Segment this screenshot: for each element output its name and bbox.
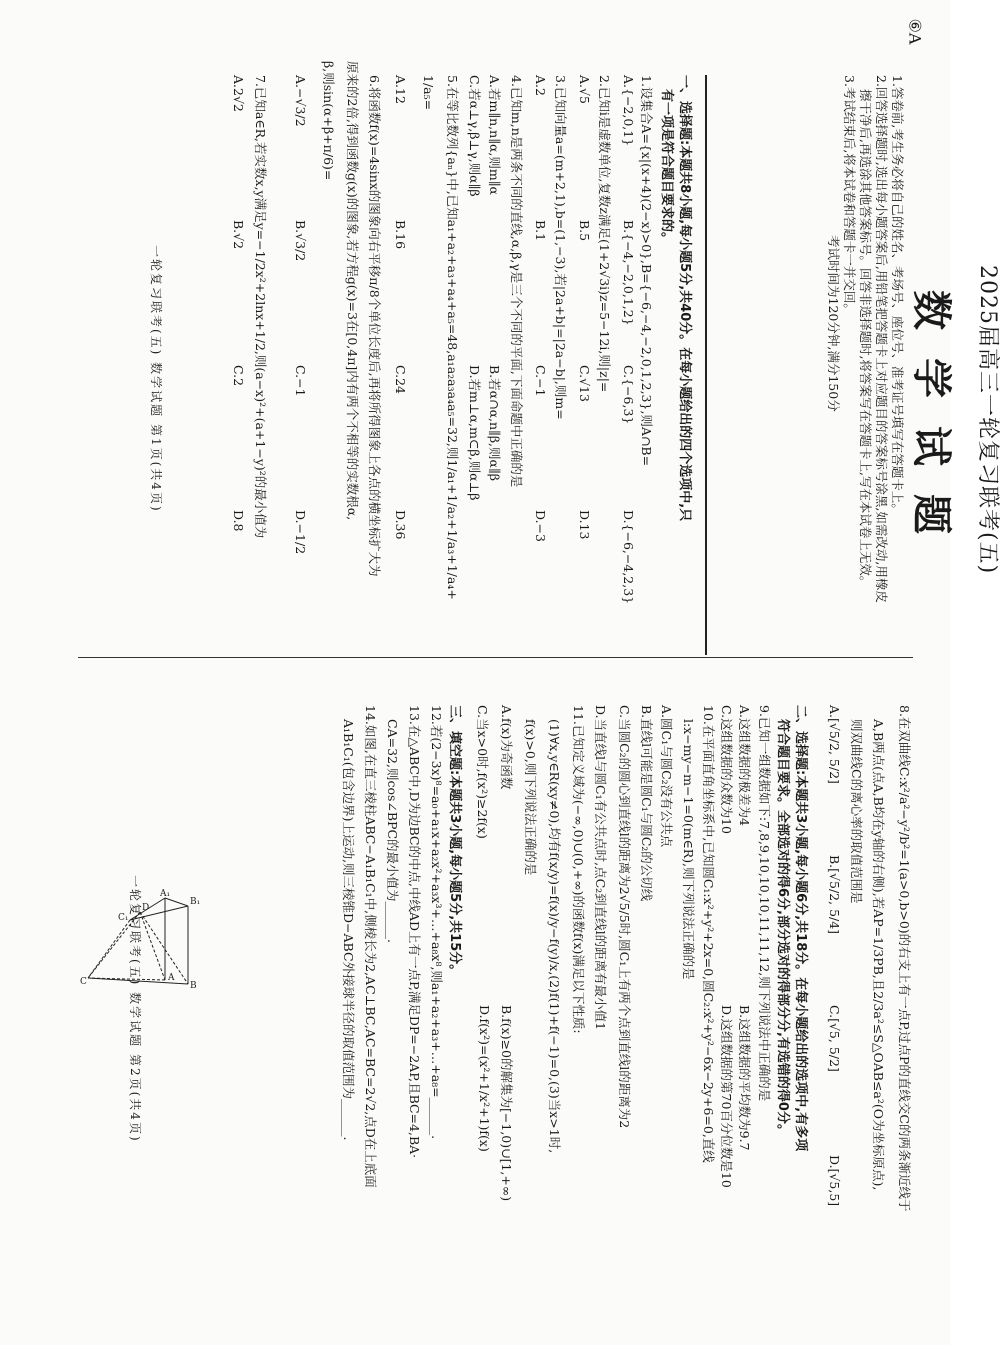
q8-option-d: D.[√5,5] (827, 1155, 842, 1207)
q13-stem-2: CA=32,则cos∠BPC的最小值为______. (385, 719, 400, 943)
q6-option-c: C.−1 (293, 365, 308, 397)
q14-stem-2: A₁B₁C₁(包含边界)上运动,则三棱锥D−ABC外接球半径的取值范围为______. (341, 719, 356, 1141)
q9-option-b: B.这组数据的平均数为9.7 (737, 1005, 752, 1151)
edge-cc1 (88, 920, 130, 978)
corner-mark: ⑥A (905, 18, 925, 45)
edge-a1b1 (165, 898, 188, 906)
page-divider (78, 657, 913, 658)
q2-option-d: D.13 (577, 510, 592, 540)
q8-options (827, 705, 842, 1305)
note-3: 擦干净后,再选涂其他答案标号。回答非选择题时,将答案写在答题卡上,写在本试卷上无效。 (858, 89, 873, 589)
edge-db (140, 912, 188, 984)
q4-stem: 4.已知m,n是两条不同的直线,α,β,γ是三个不同的平面,下面命题中正确的是 (509, 75, 524, 488)
q11-option-b: B.f(x)≥0的解集为[−1,0)∪[1,+∞) (499, 1005, 514, 1202)
section3-heading: 三、填空题:本题共3小题,每小题5分,共15分。 (447, 705, 462, 978)
q3-option-b: B.1 (533, 220, 548, 242)
header-notes (825, 75, 905, 603)
q11-options-row2 (474, 705, 492, 1305)
note-2: 2.回答选择题时,选出每小题答案后,用铅笔把答题卡上对应题目的答案标号涂黑,如需改动,用橡皮 (874, 75, 889, 603)
q9-option-c: C.这组数据的众数为10 (719, 705, 734, 834)
q3-option-c: C.−1 (533, 365, 548, 397)
q7-stem: 7.已知a∈R,若实数x,y满足y=−1/2x²+2lnx+1/2,则(a−x)²+(a+1−y)²的最小值为 (253, 75, 268, 539)
q2-option-b: B.5 (577, 220, 592, 242)
q1-options (621, 75, 636, 655)
q10-option-a: A.圆C₁与圆C₂没有公共点 (659, 705, 674, 848)
q1-option-a: A.{−2,0,1} (621, 75, 636, 147)
q1-option-c: C.{−6,3} (621, 365, 636, 425)
q5-stem-2: 1/a₅= (421, 75, 436, 111)
label-c: C (80, 977, 87, 987)
q13-stem: 13.在△ABC中,D为边BC的中点,中线AD上有一点P,满足DP=−2AP,且BC=4,BA· (407, 705, 422, 1159)
q1-stem: 1.设集合A={x|(x+4)(2−x)>0},B={−6,−4,−2,0,1,2,3},则A∩B= (639, 75, 654, 467)
q11-stem-2: (1)∀x,y∈R(xy≠0),均有f(x/y)=f(x)/y−f(y)/x,(2)f(1)+f(−1)=0,(3)当x>1时, (547, 719, 562, 1154)
label-a: A (168, 973, 175, 983)
q6-stem: 6.将函数f(x)=4sinx的图象向右平移π/8个单位长度后,再将所得图象上各点的横坐标扩大为 (367, 75, 382, 577)
q8-option-c: C.[√5, 5/2] (827, 1005, 842, 1072)
section1-heading: 一、选择题:本题共8小题,每小题5分,共40分。在每小题给出的四个选项中,只 (677, 75, 692, 522)
q10-option-b: B.直线l可能是圆C₁与圆C₂的公切线 (639, 705, 654, 902)
q4-options-row1 (486, 75, 504, 655)
edge-dc (140, 912, 165, 980)
note-4: 3.考试结束后,将本试卷和答题卡一并交回。 (842, 75, 857, 316)
q11-option-c: C.当x>0时,f(x²)≥2f(x) (475, 705, 490, 839)
q11-options-row1 (498, 705, 516, 1305)
q10-stem-2: l:x−my−m−1=0(m∈R),则下列说法正确的是 (681, 719, 696, 980)
q11-option-d: D.f(x²)=(x²+1/x²+1)f(x) (477, 1005, 492, 1152)
q8-stem-2: A,B两点(点A,B均在y轴的右侧),若AP=1/3PB,且2/3a²≤S△OAB≤a²(O为坐标原点), (871, 719, 886, 1191)
section2-heading-2: 符合题目要求。全部选对的得6分,部分选对的得部分分,有选错的得0分。 (775, 719, 790, 1137)
q4-options-row2 (466, 75, 484, 655)
q10-stem: 10.在平面直角坐标系中,已知圆C₁:x²+y²+2x=0,圆C₂:x²+y²−6x−2y+6=0,直线 (701, 705, 716, 1163)
page2-footer: 一轮复习联考(五) 数学试题 第2页(共4页) (128, 875, 142, 1143)
q5-stem: 5.在等比数列{aₙ}中,已知a₁+a₂+a₃+a₄+a₅=48,a₁a₂a₃a₄a₅=32,则1/a₁+1/a₂+1/a₃+1/a₄+ (445, 75, 460, 600)
q6-option-d: D.−1/2 (293, 510, 308, 555)
q5-option-d: D.36 (393, 510, 408, 540)
q14-stem: 14.如图,在直三棱柱ABC−A₁B₁C₁中,侧棱长为2,AC⊥BC,AC=BC=2√2,点D在上底面 (363, 705, 378, 1188)
q2-stem: 2.已知i是虚数单位,复数z满足(1+2√3i)z=5−12i,则|z|= (597, 75, 612, 393)
q11-option-a: A.f(x)为奇函数 (499, 705, 514, 790)
label-c1: C₁ (118, 913, 129, 923)
q4-option-d: D.若m⊥α,m⊂β,则α⊥β (467, 365, 482, 501)
q7-option-c: C.2 (231, 365, 246, 387)
q8-stem: 8.在双曲线C:x²/a²−y²/b²=1(a>0,b>0)的右支上有一点P,过点P的直线交C的两条渐近线于 (897, 705, 912, 1212)
label-b1: B₁ (190, 897, 201, 907)
q9-options-row1 (736, 705, 754, 1305)
time-score: 考试时间为120分钟,满分150分 (826, 235, 841, 412)
q8-option-a: A.[√5/2, 5/2] (827, 705, 842, 784)
q2-option-c: C.√13 (577, 365, 592, 402)
note-1: 1.答卷前,考生务必将自己的姓名、考场号、座位号、准考证号填写在答题卡上。 (890, 75, 905, 516)
q11-stem-3: f(x)>0,则下列说法正确的是 (523, 719, 538, 876)
q7-options (231, 75, 246, 655)
edge-da (88, 912, 140, 978)
q5-option-c: C.24 (393, 365, 408, 394)
q8-stem-3: 则双曲线C的离心率的取值范围是 (849, 719, 864, 904)
q3-options (533, 75, 548, 655)
q9-option-a: A.这组数据的极差为4 (737, 705, 752, 826)
q4-option-c: C.若α⊥γ,β⊥γ,则α∥β (467, 75, 482, 197)
q5-options (393, 75, 408, 655)
q6-stem-2: 原来的2倍,得到函数g(x)的图象,若方程g(x)=3在[0,4π]内有两个不相等的实数根α, (345, 61, 360, 521)
q9-option-d: D.这组数据的第70百分位数是10 (719, 1005, 734, 1188)
q9-stem: 9.已知一组数据如下:7,8,9,10,10,10,11,11,12,则下列说法中正确的是 (757, 705, 772, 1102)
page1-footer: 一轮复习联考(五) 数学试题 第1页(共4页) (149, 245, 163, 513)
q6-option-a: A.−√3/2 (293, 75, 308, 127)
q7-option-a: A.2√2 (231, 75, 246, 112)
exam-title: 2025届高三一轮复习联考(五) (975, 265, 1000, 575)
q10-option-d: D.当直线l与圆C₁有公共点时,点C₂到直线l的距离有最小值1 (593, 705, 608, 1031)
prism-figure (80, 890, 220, 990)
q5-option-b: B.16 (393, 220, 408, 250)
exam-subject: 数学试题 (908, 290, 954, 562)
q9-options-row2 (718, 705, 736, 1305)
q11-stem: 11.已知定义域为(−∞,0)∪(0,+∞)的函数f(x)满足以下性质: (571, 705, 586, 1034)
q7-option-d: D.8 (231, 510, 246, 532)
q5-option-a: A.12 (393, 75, 408, 104)
q12-stem: 12.若(2−3x)⁸=a₀+a₁x+a₂x²+a₃x³+…+a₈x⁸,则a₁+a₂+a₃+…+a₈=______. (429, 705, 444, 1140)
q7-option-b: B.√2 (231, 220, 246, 250)
label-d: D (142, 903, 150, 913)
q1-option-b: B.{−4,−2,0,1,2} (621, 220, 636, 326)
q3-option-d: D.−3 (533, 510, 548, 542)
q4-option-b: B.若α∩α,n∥β,则α∥β (487, 365, 502, 481)
q3-option-a: A.2 (533, 75, 548, 96)
label-b: B (190, 981, 197, 991)
q6-option-b: B.√3/2 (293, 220, 308, 262)
q8-option-b: B.[√5/2, 5/4] (827, 855, 842, 935)
header-rule (705, 75, 707, 655)
q4-option-a: A.若m∥n,n∥α,则m∥α (487, 75, 502, 195)
label-a1: A₁ (160, 889, 171, 899)
q6-options (293, 75, 308, 655)
q6-stem-3: β,则sin(α+β+π/6)= (321, 61, 336, 181)
q10-option-c: C.当圆C₂的圆心到直线l的距离为2√5/5时,圆C₁上有两个点到直线l的距离为2 (617, 705, 632, 1129)
q2-option-a: A.√5 (577, 75, 592, 104)
q2-options (577, 75, 592, 655)
section2-heading: 二、选择题:本题共3小题,每小题6分,共18分。在每小题给出的选项中,有多项 (793, 705, 808, 1152)
q3-stem: 3.已知向量a=(m+2,1),b=(1,−3),若|2a+b|=|2a−b|,则m= (553, 75, 568, 420)
section1-heading-2: 有一项是符合题目要求的。 (659, 89, 674, 246)
q1-option-d: D.{−6,−4,2,3} (621, 510, 636, 605)
